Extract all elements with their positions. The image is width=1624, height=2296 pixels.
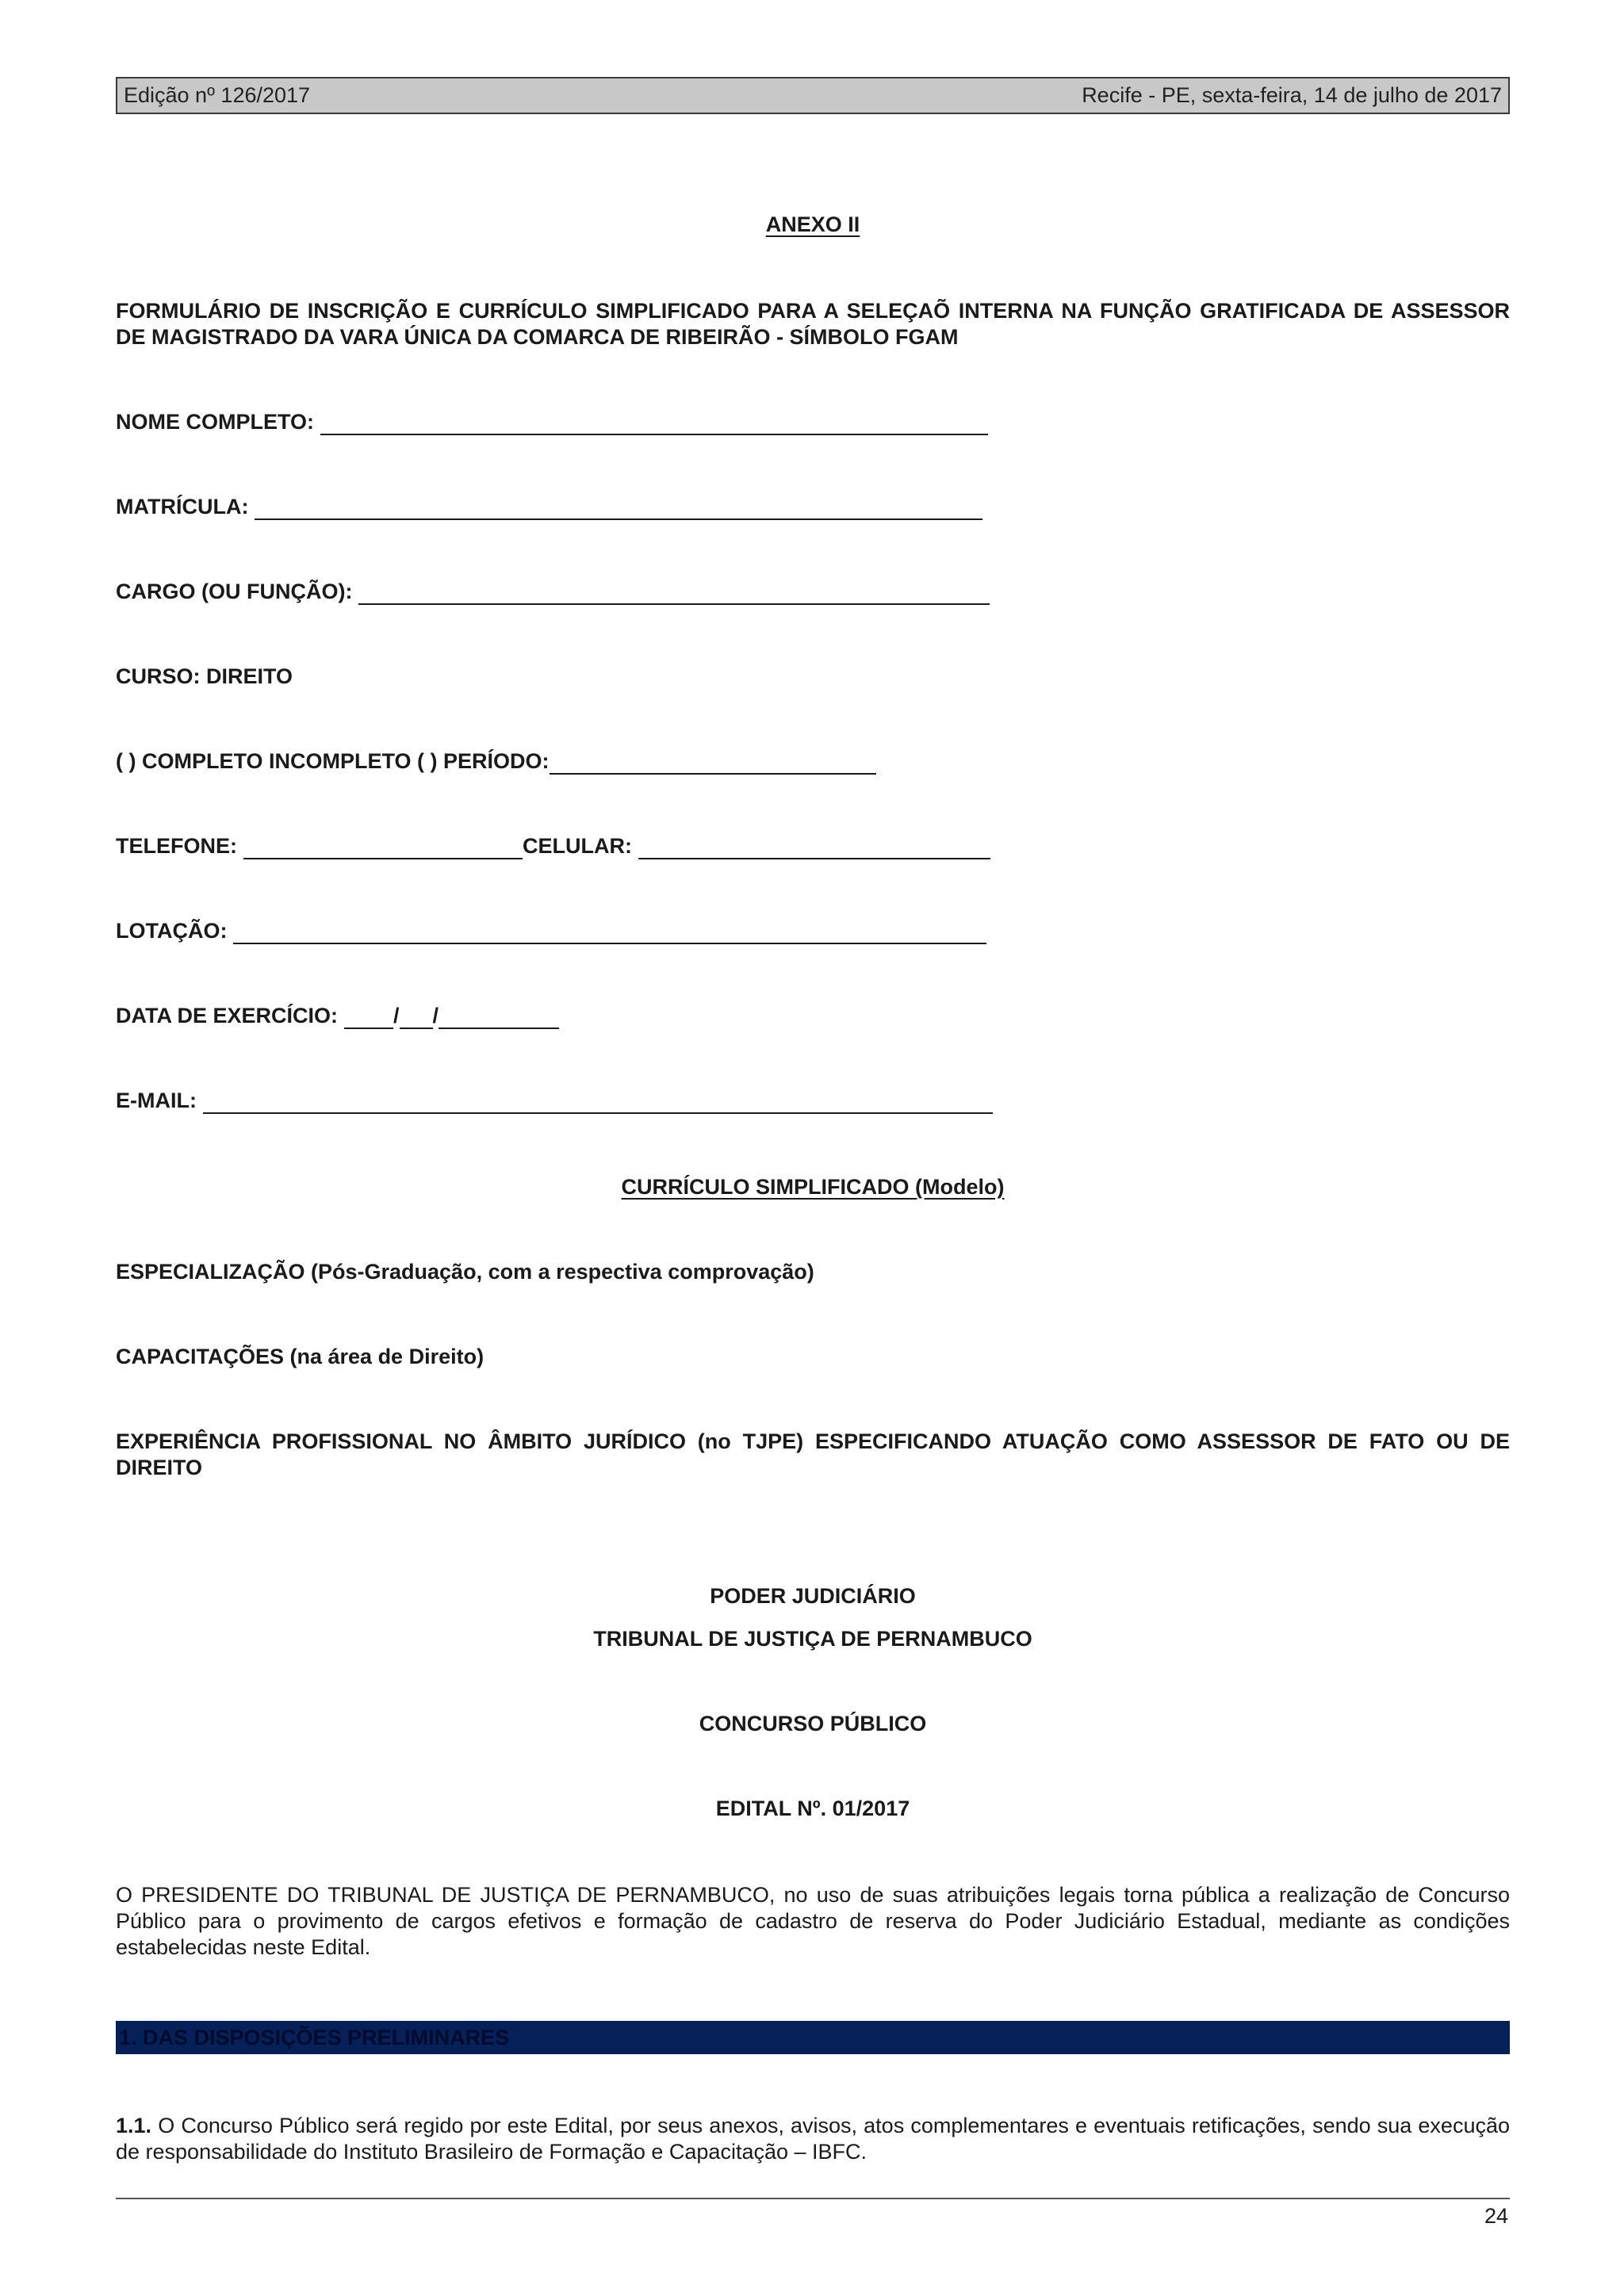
celular-label: CELULAR: [523,834,632,858]
email-label: E-MAIL: [116,1089,197,1112]
annex-title: ANEXO II [765,212,860,236]
annex-title-wrap [116,211,1510,238]
telefone-field [116,832,990,859]
org-name-1: PODER JUDICIÁRIO [710,1584,916,1608]
date-separator-2: / [432,1004,439,1027]
lotacao-blank[interactable] [233,920,986,944]
lotacao-field [116,917,986,944]
data-exercicio-field [116,1002,559,1029]
nome-field [116,408,988,435]
nome-blank[interactable] [320,411,988,435]
item-1-1-line-2: de responsabilidade do Instituto Brasileiro de Formação e Capacitação – IBFC. [116,2140,868,2164]
telefone-blank[interactable] [243,836,523,859]
footer-rule [116,2198,1510,2199]
data-exercicio-label: DATA DE EXERCÍCIO: [116,1004,339,1027]
email-blank[interactable] [203,1090,993,1114]
page-header [116,77,1510,114]
especializacao-heading: ESPECIALIZAÇÃO (Pós-Graduação, com a respectiva comprovação) [116,1260,814,1284]
form-title-line-1: FORMULÁRIO DE INSCRIÇÃO E CURRÍCULO SIMPLIFICADO PARA A SELEÇAÕ INTERNA NA FUNÇÃO GRATIFICADA DE ASSESSOR [116,299,1510,323]
edital-number: EDITAL Nº. 01/2017 [715,1797,910,1820]
year-blank[interactable] [439,1005,559,1029]
item-1-1-line-1 [116,2112,1510,2139]
section-heading-bar [116,2021,1510,2054]
item-number: 1.1. [116,2114,152,2137]
periodo-blank[interactable] [550,751,876,775]
intro-line-3: estabelecidas neste Edital. [116,1935,371,1959]
curriculo-title-wrap [116,1173,1510,1200]
curriculo-title: CURRÍCULO SIMPLIFICADO (Modelo) [621,1175,1005,1199]
telefone-label: TELEFONE: [116,834,237,858]
form-title-line-2: DE MAGISTRADO DA VARA ÚNICA DA COMARCA DE RIBEIRÃO - SÍMBOLO FGAM [116,325,959,349]
matricula-field [116,493,982,520]
lotacao-label: LOTAÇÃO: [116,919,228,943]
cargo-field [116,578,990,605]
email-field [116,1087,993,1114]
concurso-title: CONCURSO PÚBLICO [699,1712,927,1735]
cargo-blank[interactable] [358,581,990,605]
month-blank[interactable] [400,1005,433,1029]
date-separator-1: / [393,1004,400,1027]
item-1-1-text: O Concurso Público será regido por este Edital, por seus anexos, avisos, atos complementares e eventuais retificações, sendo sua execução [158,2114,1510,2137]
curso-label: CURSO: DIREITO [116,664,293,688]
nome-label: NOME COMPLETO: [116,410,315,434]
intro-line-2: Público para o provimento de cargos efetivos e formação de cadastro de reserva do Poder Judiciário Estadual, mediante as condições [116,1909,1510,1933]
completo-field [116,748,876,775]
matricula-blank[interactable] [255,496,982,520]
experiencia-heading-line-1: EXPERIÊNCIA PROFISSIONAL NO ÂMBITO JURÍDICO (no TJPE) ESPECIFICANDO ATUAÇÃO COMO ASSESSOR DE FATO OU DE [116,1429,1510,1453]
celular-blank[interactable] [638,836,990,859]
org-name-2: TRIBUNAL DE JUSTIÇA DE PERNAMBUCO [593,1627,1032,1651]
capacitacoes-heading: CAPACITAÇÕES (na área de Direito) [116,1345,485,1368]
edition-number: Edição nº 126/2017 [124,83,311,107]
matricula-label: MATRÍCULA: [116,495,249,519]
completo-label: ( ) COMPLETO INCOMPLETO ( ) PERÍODO: [116,749,550,773]
day-blank[interactable] [344,1005,393,1029]
page-number: 24 [1484,2204,1508,2228]
intro-line-1: O PRESIDENTE DO TRIBUNAL DE JUSTIÇA DE PERNAMBUCO, no uso de suas atribuições legais torna pública a realização de Concurso [116,1883,1510,1907]
cargo-label: CARGO (OU FUNÇÃO): [116,580,353,603]
section-1-title: 1. DAS DISPOSIÇÕES PRELIMINARES [119,2026,510,2049]
experiencia-heading-line-2: DIREITO [116,1456,203,1479]
place-date: Recife - PE, sexta-feira, 14 de julho de 2017 [1082,83,1502,107]
